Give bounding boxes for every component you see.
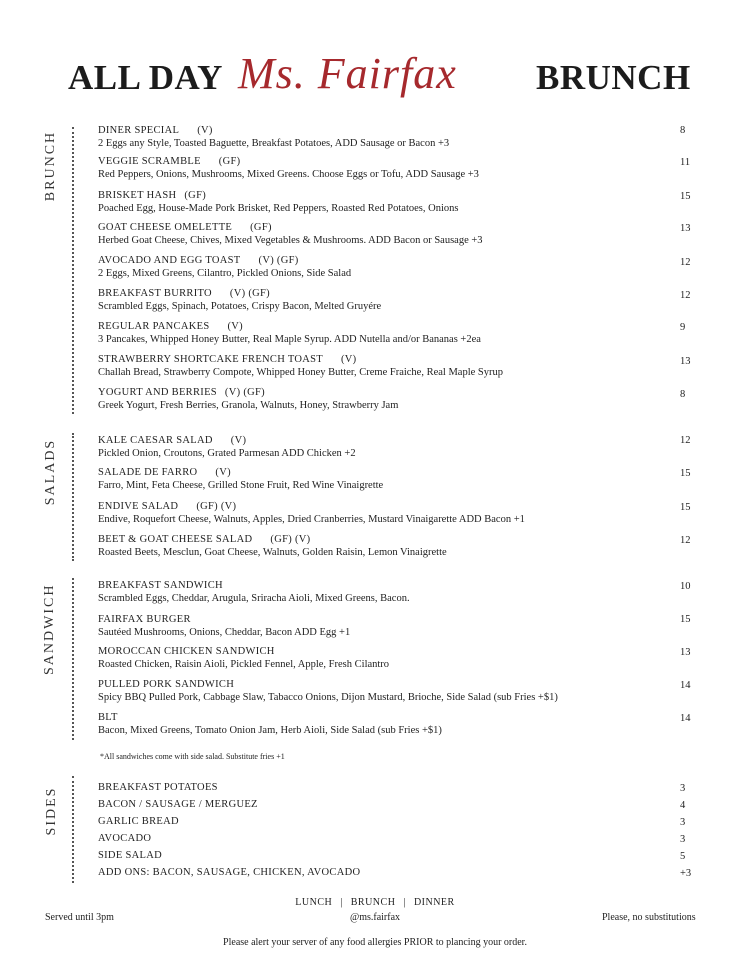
item-price: 12 xyxy=(680,290,691,301)
item-description: 2 Eggs any Style, Toasted Baguette, Breakfast Potatoes, ADD Sausage or Bacon +3 xyxy=(98,138,450,149)
item-title: BREAKFAST SANDWICH xyxy=(98,580,223,591)
item-price: 15 xyxy=(680,468,691,479)
item-title: KALE CAESAR SALAD xyxy=(98,435,213,446)
item-price: 14 xyxy=(680,713,691,724)
item-price: 15 xyxy=(680,191,691,202)
item-price: +3 xyxy=(680,868,692,879)
item-name xyxy=(98,679,618,691)
item-price: 3 xyxy=(680,817,686,828)
allergy-alert-text: Please alert your server of any food allergies PRIOR to plancing your order. xyxy=(223,937,527,948)
item-title: GOAT CHEESE OMELETTE xyxy=(98,222,233,233)
side-item: GARLIC BREAD xyxy=(98,816,179,827)
social-handle: @ms.fairfax xyxy=(349,912,401,923)
menu-item xyxy=(98,156,618,181)
item-price: 14 xyxy=(680,680,691,691)
menu-item xyxy=(98,646,618,671)
menu-item xyxy=(98,255,618,280)
item-tag: (GF) xyxy=(184,190,207,201)
item-name xyxy=(98,435,618,447)
side-item: SIDE SALAD xyxy=(98,850,162,861)
menu-item xyxy=(98,321,618,346)
menu-item xyxy=(98,534,618,559)
item-name xyxy=(98,321,618,333)
sandwich-note: *All sandwiches come with side salad. Substitute fries +1 xyxy=(100,752,285,761)
served-until-text: Served until 3pm xyxy=(45,912,114,923)
side-item: BREAKFAST POTATOES xyxy=(98,782,218,793)
section-divider-brunch xyxy=(72,127,74,414)
item-description: Scrambled Eggs, Cheddar, Arugula, Sriracha Aioli, Mixed Greens, Bacon. xyxy=(98,593,410,604)
menu-item xyxy=(98,435,618,460)
menu-item xyxy=(98,125,618,150)
item-price: 4 xyxy=(680,800,686,811)
item-price: 12 xyxy=(680,535,691,546)
restaurant-logo: Ms. Fairfax xyxy=(238,49,457,98)
item-description: 2 Eggs, Mixed Greens, Cilantro, Pickled Onions, Side Salad xyxy=(98,268,352,279)
item-title: BEET & GOAT CHEESE SALAD xyxy=(98,534,253,545)
section-label-sandwich: SANDWICH xyxy=(42,583,57,675)
item-tag: (V) (GF) xyxy=(229,288,270,299)
item-tag: (V) (GF) xyxy=(224,387,265,398)
item-title: PULLED PORK SANDWICH xyxy=(98,679,235,690)
item-title: BREAKFAST BURRITO xyxy=(98,288,212,299)
nav-link-dinner[interactable]: DINNER xyxy=(413,897,455,908)
item-description: Greek Yogurt, Fresh Berries, Granola, Walnuts, Honey, Strawberry Jam xyxy=(98,400,399,411)
side-item: ADD ONS: BACON, SAUSAGE, CHICKEN, AVOCADO xyxy=(98,867,361,878)
item-price: 13 xyxy=(680,223,691,234)
item-name xyxy=(98,534,618,546)
item-name xyxy=(98,467,618,479)
item-price: 8 xyxy=(680,389,686,400)
side-item: AVOCADO xyxy=(98,833,152,844)
item-description: Scrambled Eggs, Spinach, Potatoes, Crispy Bacon, Melted Gruyére xyxy=(98,301,382,312)
menu-item xyxy=(98,354,618,379)
item-tag: (V) xyxy=(230,435,247,446)
item-name xyxy=(98,646,618,658)
item-description: Red Peppers, Onions, Mushrooms, Mixed Greens. Choose Eggs or Tofu, ADD Sausage +3 xyxy=(98,169,479,180)
item-description: Challah Bread, Strawberry Compote, Whipped Honey Butter, Creme Fraiche, Real Maple Syrup xyxy=(98,367,503,378)
menu-item xyxy=(98,190,618,215)
item-price: 3 xyxy=(680,783,686,794)
item-title: AVOCADO AND EGG TOAST xyxy=(98,255,241,266)
item-price: 8 xyxy=(680,125,686,136)
menu-item xyxy=(98,580,618,605)
item-price: 15 xyxy=(680,502,691,513)
item-description: Herbed Goat Cheese, Chives, Mixed Vegetables & Mushrooms. ADD Bacon or Sausage +3 xyxy=(98,235,483,246)
item-tag: (V) xyxy=(197,125,213,136)
menu-header xyxy=(0,48,750,108)
item-tag: (V) xyxy=(227,321,243,332)
item-title: FAIRFAX BURGER xyxy=(98,614,191,625)
item-title: YOGURT AND BERRIES xyxy=(98,387,217,398)
item-description: Sautéed Mushrooms, Onions, Cheddar, Bacon ADD Egg +1 xyxy=(98,627,351,638)
item-name xyxy=(98,614,618,626)
item-price: 15 xyxy=(680,614,691,625)
item-price: 12 xyxy=(680,435,691,446)
item-title: BRISKET HASH xyxy=(98,190,177,201)
item-name xyxy=(98,354,618,366)
item-price: 12 xyxy=(680,257,691,268)
item-title: BLT xyxy=(98,712,118,723)
item-tag: (GF) (V) xyxy=(270,534,311,545)
item-description: Roasted Beets, Mesclun, Goat Cheese, Walnuts, Golden Raisin, Lemon Vinaigrette xyxy=(98,547,447,558)
footer-menu-nav xyxy=(0,897,750,908)
menu-item xyxy=(98,288,618,313)
item-name xyxy=(98,580,618,592)
item-name xyxy=(98,156,618,168)
item-price: 10 xyxy=(680,581,691,592)
item-title: VEGGIE SCRAMBLE xyxy=(98,156,201,167)
item-description: Spicy BBQ Pulled Pork, Cabbage Slaw, Tabacco Onions, Dijon Mustard, Brioche, Side Salad (sub Fries +$1) xyxy=(98,692,558,703)
nav-separator: | xyxy=(340,897,343,908)
nav-link-brunch[interactable]: BRUNCH xyxy=(350,897,396,908)
section-divider-salads xyxy=(72,433,74,561)
item-description: Pickled Onion, Croutons, Grated Parmesan ADD Chicken +2 xyxy=(98,448,356,459)
item-tag: (GF) (V) xyxy=(196,501,237,512)
item-description: 3 Pancakes, Whipped Honey Butter, Real Maple Syrup. ADD Nutella and/or Bananas +2ea xyxy=(98,334,481,345)
section-divider-sides xyxy=(72,776,74,883)
no-substitutions-text: Please, no substitutions xyxy=(602,912,696,923)
menu-item xyxy=(98,387,618,412)
item-tag: (V) (GF) xyxy=(258,255,299,266)
item-description: Poached Egg, House-Made Pork Brisket, Red Peppers, Roasted Red Potatoes, Onions xyxy=(98,203,459,214)
item-price: 13 xyxy=(680,356,691,367)
item-description: Farro, Mint, Feta Cheese, Grilled Stone Fruit, Red Wine Vinaigrette xyxy=(98,480,384,491)
item-name xyxy=(98,387,618,399)
item-name xyxy=(98,712,618,724)
menu-item xyxy=(98,501,618,526)
section-label-brunch: BRUNCH xyxy=(43,130,58,202)
item-name xyxy=(98,190,618,202)
menu-item xyxy=(98,467,618,492)
item-title: STRAWBERRY SHORTCAKE FRENCH TOAST xyxy=(98,354,323,365)
item-price: 13 xyxy=(680,647,691,658)
item-name xyxy=(98,288,618,300)
item-title: SALADE DE FARRO xyxy=(98,467,198,478)
item-name xyxy=(98,125,618,137)
item-tag: (V) xyxy=(340,354,357,365)
menu-item xyxy=(98,614,618,639)
item-price: 3 xyxy=(680,834,686,845)
item-title: REGULAR PANCAKES xyxy=(98,321,210,332)
item-name xyxy=(98,255,618,267)
item-title: DINER SPECIAL xyxy=(98,125,180,136)
nav-link-lunch[interactable]: LUNCH xyxy=(295,897,333,908)
item-title: MOROCCAN CHICKEN SANDWICH xyxy=(98,646,275,657)
item-description: Bacon, Mixed Greens, Tomato Onion Jam, Herb Aioli, Side Salad (sub Fries +$1) xyxy=(98,725,442,736)
item-description: Endive, Roquefort Cheese, Walnuts, Apples, Dried Cranberries, Mustard Vinaigarette ADD Bacon +1 xyxy=(98,514,525,525)
item-name xyxy=(98,501,618,513)
item-tag: (GF) xyxy=(250,222,272,233)
item-price: 9 xyxy=(680,322,686,333)
menu-item xyxy=(98,679,618,704)
item-tag: (V) xyxy=(215,467,231,478)
nav-separator: | xyxy=(403,897,406,908)
item-title: ENDIVE SALAD xyxy=(98,501,179,512)
menu-item xyxy=(98,222,618,247)
section-label-sides: SIDES xyxy=(44,786,59,836)
item-tag: (GF) xyxy=(218,156,241,167)
item-price: 11 xyxy=(680,157,691,168)
item-price: 5 xyxy=(680,851,686,862)
header-left-text: ALL DAY xyxy=(68,58,223,97)
item-name xyxy=(98,222,618,234)
side-item: BACON / SAUSAGE / MERGUEZ xyxy=(98,799,258,810)
section-label-salads: SALADS xyxy=(43,438,58,506)
item-description: Roasted Chicken, Raisin Aioli, Pickled Fennel, Apple, Fresh Cilantro xyxy=(98,659,390,670)
section-divider-sandwich xyxy=(72,578,74,740)
menu-item xyxy=(98,712,618,737)
header-right-text: BRUNCH xyxy=(536,58,691,97)
